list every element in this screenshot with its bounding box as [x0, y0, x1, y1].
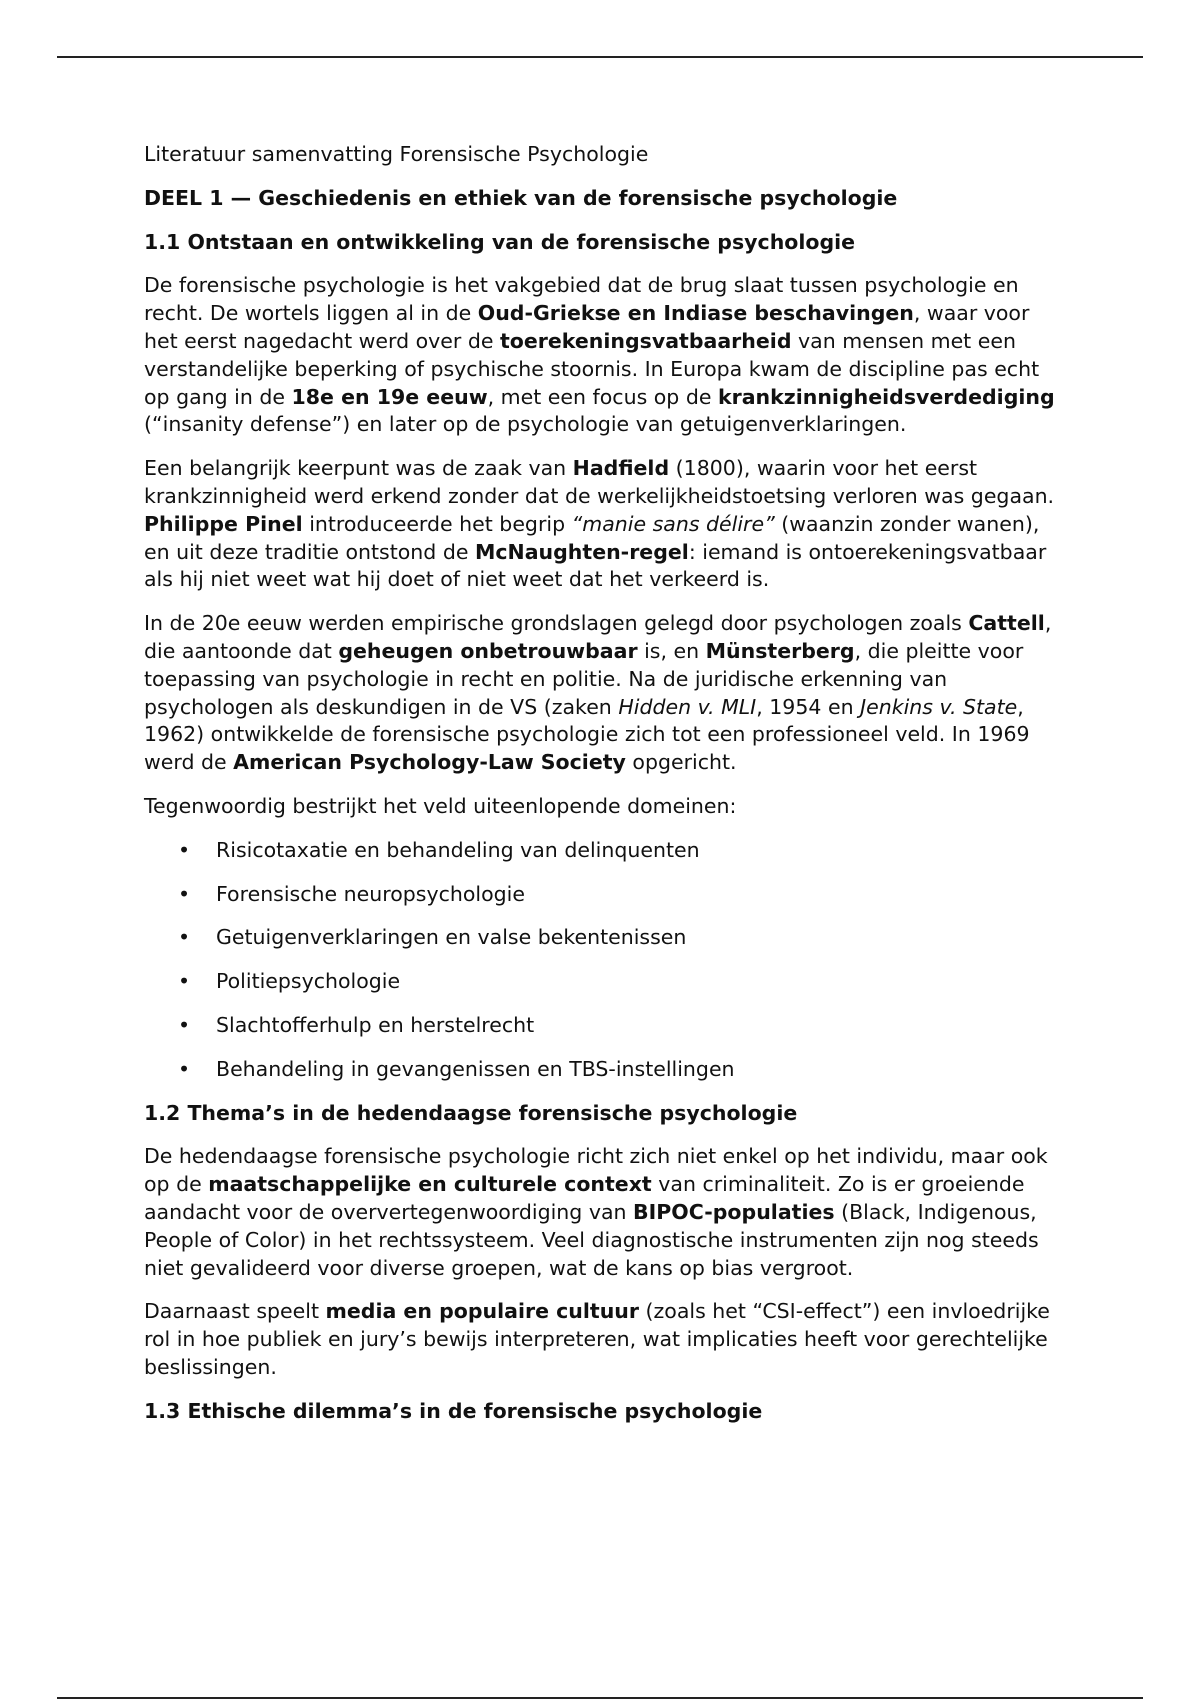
bold-term: Münsterberg	[705, 638, 855, 663]
text-run: , 1962) ontwikkelde de forensische psychologie zich tot een professioneel veld. In 1969 werd de	[144, 694, 1030, 775]
text-run: Een belangrijk keerpunt was de zaak van	[144, 456, 573, 481]
bold-term: krankzinnigheidsverdediging	[717, 384, 1055, 409]
text-run: De hedendaagse forensische psychologie richt zich niet enkel op het individu, maar ook op de	[144, 1144, 1048, 1197]
text-run: is, en	[637, 638, 706, 663]
italic-term: Jenkins v. State	[860, 694, 1018, 719]
bottom-rule	[57, 1697, 1143, 1699]
bold-term: Cattell	[968, 611, 1045, 636]
bold-term: media en populaire cultuur	[325, 1299, 640, 1324]
bold-term: Philippe Pinel	[144, 511, 303, 536]
text-run: introduceerde het begrip	[302, 511, 572, 536]
list-item: • Behandeling in gevangenissen en TBS-instellingen	[144, 1056, 1064, 1084]
document-title: Literatuur samenvatting Forensische Psychologie	[144, 142, 649, 166]
body-paragraph	[144, 1143, 1064, 1282]
text-run: (zoals het “CSI-effect”) een invloedrijke rol in hoe publiek en jury’s bewijs interpreteren, wat implicaties heeft voor gerechtelijke beslissingen.	[144, 1299, 1050, 1379]
bold-term: BIPOC-populaties	[633, 1199, 835, 1224]
section-heading: 1.1 Ontstaan en ontwikkeling van de forensische psychologie	[144, 229, 856, 254]
text-run: Tegenwoordig bestrijkt het veld uiteenlopende domeinen:	[144, 793, 737, 818]
text-run: , die pleitte voor toepassing van psychologie in recht en politie. Na de juridische erkenning van psychologen als deskundigen in de VS (zaken	[144, 638, 1024, 719]
document-body	[144, 141, 1064, 1441]
text-run: van mensen met een verstandelijke beperking of psychische stoornis. In Europa kwam de discipline pas echt op gang in de	[144, 328, 1040, 409]
text-run: In de 20e eeuw werden empirische grondslagen gelegd door psychologen zoals	[144, 611, 969, 636]
text-run: (“insanity defense”) en later op de psychologie van getuigenverklaringen.	[144, 412, 907, 437]
text-run: , die aantoonde dat	[144, 611, 1052, 663]
part-heading: DEEL 1 — Geschiedenis en ethiek van de forensische psychologie	[144, 185, 898, 210]
list-item: • Getuigenverklaringen en valse bekentenissen	[144, 924, 1064, 952]
section-heading: 1.2 Thema’s in de hedendaagse forensische psychologie	[144, 1100, 798, 1125]
list-item: • Slachtofferhulp en herstelrecht	[144, 1012, 1064, 1040]
bold-term: 18e en 19e eeuw	[291, 384, 488, 409]
sections-container	[144, 229, 1064, 1426]
bold-term: Hadfield	[572, 456, 670, 481]
text-run: opgericht.	[625, 750, 737, 775]
text-run: (1800), waarin voor het eerst krankzinnigheid werd erkend zonder dat de werkelijkheidstoetsing verloren was gegaan.	[144, 456, 1055, 508]
body-paragraph	[144, 610, 1064, 777]
body-paragraph	[144, 455, 1064, 594]
bold-term: toerekeningsvatbaarheid	[499, 328, 792, 353]
bold-term: McNaughten-regel	[474, 539, 689, 564]
list-item: • Forensische neuropsychologie	[144, 881, 1064, 909]
bold-term: maatschappelijke en culturele context	[208, 1172, 652, 1197]
italic-term: “manie sans délire”	[571, 511, 775, 536]
bold-term: Oud-Griekse en Indiase beschavingen	[477, 301, 914, 326]
body-paragraph	[144, 793, 1064, 821]
text-run: van criminaliteit. Zo is er groeiende aandacht voor de oververtegenwoordiging van	[144, 1172, 1025, 1224]
body-paragraph	[144, 1298, 1064, 1381]
list-item: • Politiepsychologie	[144, 968, 1064, 996]
text-run: (waanzin zonder wanen), en uit deze traditie ontstond de	[144, 511, 1040, 564]
top-rule	[57, 56, 1143, 58]
body-paragraph	[144, 272, 1064, 439]
bold-term: American Psychology-Law Society	[233, 750, 626, 775]
domain-list	[144, 837, 1064, 1084]
bold-term: geheugen onbetrouwbaar	[338, 638, 638, 663]
text-run: (Black, Indigenous, People of Color) in het rechtssysteem. Veel diagnostische instrumenten zijn nog steeds niet gevalideerd voor diverse groepen, wat de kans op bias vergroot.	[144, 1199, 1039, 1280]
text-run: : iemand is ontoerekeningsvatbaar als hij niet weet wat hij doet of niet weet dat het verkeerd is.	[144, 539, 1047, 592]
text-run: , 1954 en	[756, 694, 861, 719]
text-run: De forensische psychologie is het vakgebied dat de brug slaat tussen psychologie en recht. De wortels liggen al in de	[144, 273, 1019, 326]
text-run: , waar voor het eerst nagedacht werd over de	[144, 301, 1030, 353]
text-run: Daarnaast speelt	[144, 1299, 326, 1324]
list-item: • Risicotaxatie en behandeling van delinquenten	[144, 837, 1064, 865]
italic-term: Hidden v. MLI	[618, 694, 757, 719]
section-heading: 1.3 Ethische dilemma’s in de forensische psychologie	[144, 1398, 763, 1423]
text-run: , met een focus op de	[487, 384, 718, 409]
